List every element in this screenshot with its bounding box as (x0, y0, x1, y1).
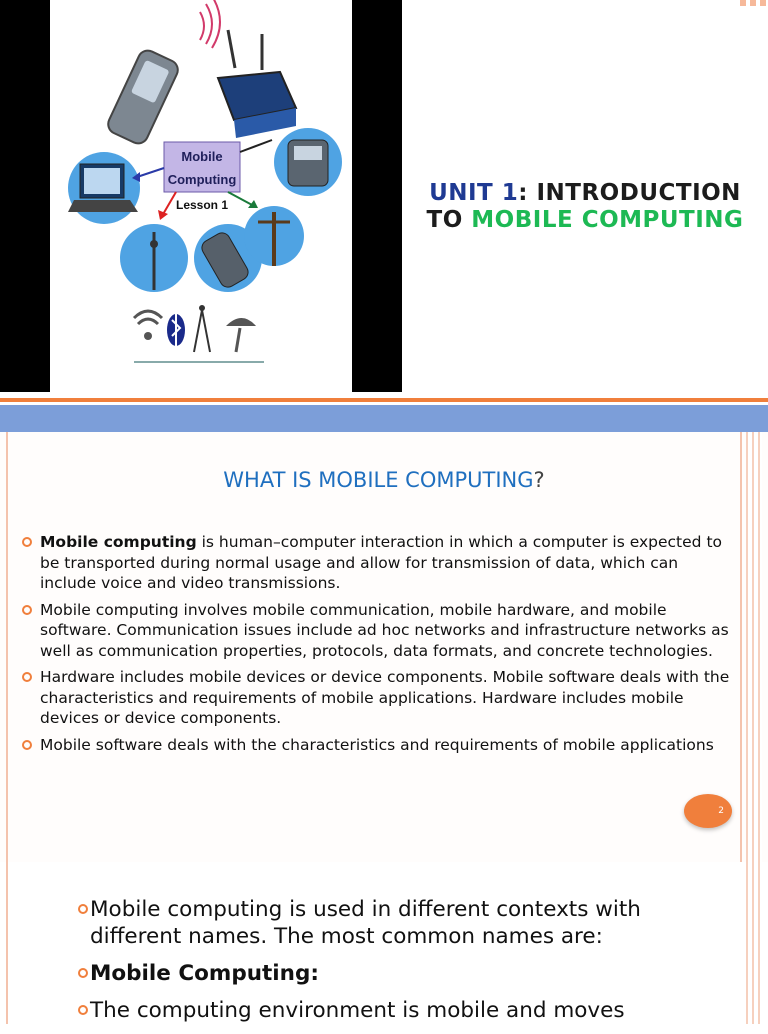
router-icon (218, 30, 296, 138)
list-item (22, 600, 734, 662)
item-text: The computing environment is mobile and moves (90, 998, 625, 1023)
slide-title-text (402, 180, 768, 234)
slide-contexts (0, 862, 768, 1024)
bullet-icon (78, 968, 88, 978)
slide-heading (0, 468, 768, 492)
pda-icon (105, 47, 181, 146)
title-to: TO (426, 207, 472, 233)
antenna-tower-icon (194, 305, 210, 352)
title-intro: INTRODUCTION (536, 180, 741, 206)
list-item (22, 735, 734, 756)
bullet-icon (78, 1005, 88, 1015)
bullet-icon (22, 605, 32, 615)
bullet-text: is human–computer interaction in which a computer is expected to be transported during normal usage and allow for transmission of data, which can include voice and video transmissions. (40, 533, 722, 592)
divider-blue-band (0, 405, 768, 432)
slide-border-left (6, 862, 8, 1024)
center-label-sub: Lesson 1 (175, 198, 229, 212)
bullet-icon (78, 904, 88, 914)
title-highlight: MOBILE COMPUTING (471, 207, 744, 233)
bullet-text: Mobile software deals with the characteristics and requirements of mobile applications (40, 735, 714, 754)
bullet-icon (22, 537, 32, 547)
bullet-text: Hardware includes mobile devices or device components. Mobile software deals with the characteristics and requirements of mobile applications. Hardware includes mobile devices or device components. (40, 668, 730, 727)
slide-border-pattern (746, 432, 762, 862)
page-number-badge (684, 794, 732, 828)
desk-phone-icon (274, 128, 342, 196)
slide-border-pattern (746, 862, 762, 1024)
center-label-line2: Computing (167, 172, 237, 187)
diagram-illustration (50, 0, 352, 392)
divider-orange (0, 398, 768, 402)
bluetooth-icon (167, 314, 185, 346)
signal-waves-icon (200, 0, 220, 48)
bullet-icon (22, 672, 32, 682)
item-text-bold: Mobile Computing: (90, 961, 319, 986)
list-item (22, 667, 734, 729)
laptop-icon (68, 152, 140, 224)
corner-decoration (738, 0, 768, 6)
bullet-text: Mobile computing involves mobile communication, mobile hardware, and mobile software. Communication issues include ad hoc networks and infrastructure networks as well as communication properties, protocols, data formats, and concrete technologies. (40, 600, 729, 660)
title-colon: : (518, 180, 537, 206)
wireless-icons-row (134, 305, 264, 362)
center-label-box (164, 142, 240, 212)
list-item (78, 960, 718, 987)
slide-border-left (6, 432, 8, 862)
definition-list (22, 532, 734, 761)
list-item (78, 997, 718, 1024)
utility-pole-icon (244, 206, 304, 266)
list-item (78, 896, 718, 950)
slide-border-right (740, 432, 742, 862)
slide-definition (0, 432, 768, 862)
tower-icon (120, 224, 188, 292)
bullet-icon (22, 740, 32, 750)
list-item (22, 532, 734, 594)
satellite-dish-icon (226, 318, 256, 352)
title-unit: UNIT 1 (429, 180, 519, 206)
contexts-list (78, 896, 718, 1034)
slide-title (0, 0, 768, 394)
letterbox-left (0, 0, 50, 392)
letterbox-right (352, 0, 402, 392)
page-number: 2 (718, 806, 724, 816)
bullet-bold: Mobile computing (40, 533, 197, 551)
item-text: Mobile computing is used in different contexts with different names. The most common names are: (90, 897, 641, 949)
center-label-line1: Mobile (181, 149, 223, 164)
mobile-computing-diagram (50, 0, 352, 392)
heading-question-mark: ? (533, 468, 545, 492)
wifi-icon (134, 311, 162, 340)
heading-main: WHAT IS MOBILE COMPUTING (223, 468, 534, 492)
